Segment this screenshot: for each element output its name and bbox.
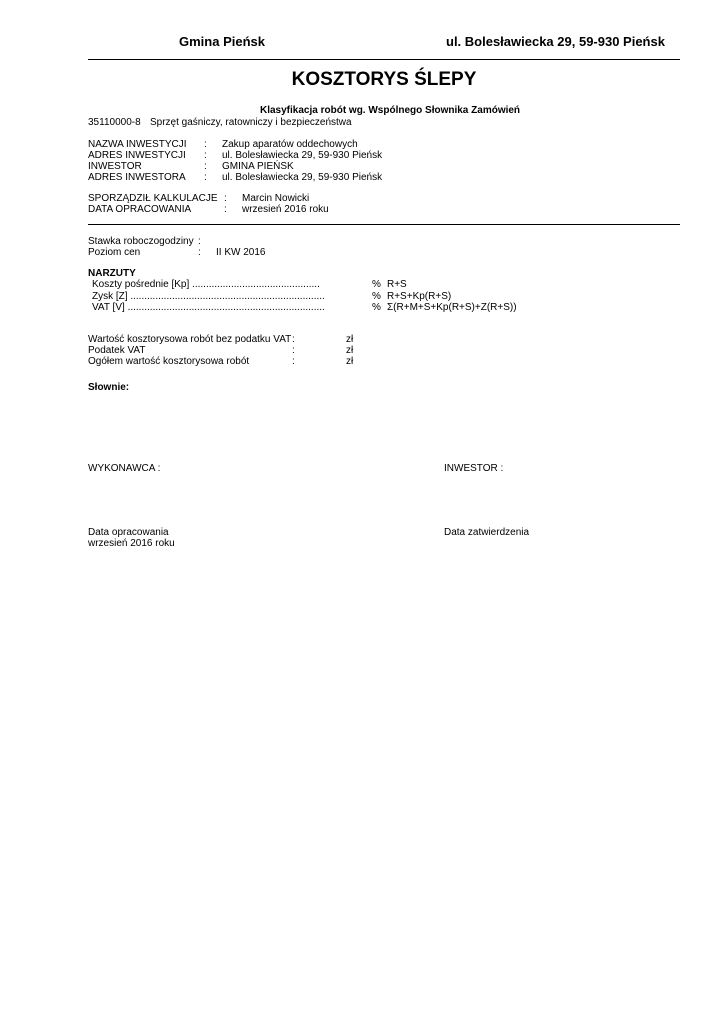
investment-address-sep: :	[204, 150, 207, 161]
header-rule	[88, 59, 680, 60]
vat-tax-unit: zł	[346, 345, 354, 356]
investor-value: GMINA PIEŃSK	[222, 161, 294, 172]
prepared-by-value: Marcin Nowicki	[242, 193, 310, 204]
vat-tax-sep: :	[292, 345, 295, 356]
investment-name-label: NAZWA INWESTYCJI	[88, 139, 187, 150]
prepared-by-sep: :	[224, 193, 227, 204]
price-level-label: Poziom cen	[88, 247, 141, 258]
vat-label: VAT [V] .......................................................................	[92, 302, 325, 313]
hourly-rate-sep: :	[198, 236, 201, 247]
prep-date-label: Data opracowania	[88, 527, 169, 538]
value-total-sep: :	[292, 356, 295, 367]
section-rule	[88, 224, 680, 225]
classification-description: Sprzęt gaśniczy, ratowniczy i bezpieczeństwa	[150, 117, 352, 128]
document-title: KOSZTORYS ŚLEPY	[291, 69, 477, 90]
investor-address-value: ul. Bolesławiecka 29, 59-930 Pieńsk	[222, 172, 383, 183]
investor-address-sep: :	[204, 172, 207, 183]
vat-formula: Σ(R+M+S+Kp(R+S)+Z(R+S))	[387, 302, 517, 313]
classification-code: 35110000-8	[88, 117, 141, 128]
prepared-date-label: DATA OPRACOWANIA	[88, 204, 192, 215]
approval-date-label: Data zatwierdzenia	[444, 527, 530, 538]
surcharges-heading: NARZUTY	[88, 268, 136, 279]
investor-signature-label: INWESTOR :	[444, 463, 504, 474]
profit-formula: R+S+Kp(R+S)	[387, 291, 452, 302]
investment-address-label: ADRES INWESTYCJI	[88, 150, 186, 161]
profit-pct: %	[372, 291, 381, 302]
investor-sep: :	[204, 161, 207, 172]
prepared-date-value: wrzesień 2016 roku	[242, 204, 329, 215]
value-total-label: Ogółem wartość kosztorysowa robót	[88, 356, 250, 367]
price-level-value: II KW 2016	[216, 247, 266, 258]
header-right: ul. Bolesławiecka 29, 59-930 Pieńsk	[446, 34, 665, 49]
classification-heading: Klasyfikacja robót wg. Wspólnego Słownika Zamówień	[260, 105, 521, 116]
value-net-label: Wartość kosztorysowa robót bez podatku VAT	[88, 334, 292, 345]
indirect-costs-pct: %	[372, 279, 381, 290]
prepared-by-label: SPORZĄDZIŁ KALKULACJE	[88, 193, 218, 204]
prep-date-value: wrzesień 2016 roku	[88, 538, 175, 549]
in-words-label: Słownie:	[88, 382, 130, 393]
investor-address-label: ADRES INWESTORA	[88, 172, 186, 183]
value-net-unit: zł	[346, 334, 354, 345]
indirect-costs-label: Koszty pośrednie [Kp] ..............................................	[92, 279, 320, 290]
prepared-date-sep: :	[224, 204, 227, 215]
header-left: Gmina Pieńsk	[179, 34, 265, 49]
investment-address-value: ul. Bolesławiecka 29, 59-930 Pieńsk	[222, 150, 383, 161]
investment-name-value: Zakup aparatów oddechowych	[222, 139, 358, 150]
vat-tax-label: Podatek VAT	[88, 345, 146, 356]
value-net-sep: :	[292, 334, 295, 345]
investor-label: INWESTOR	[88, 161, 142, 172]
indirect-costs-formula: R+S	[387, 279, 407, 290]
price-level-sep: :	[198, 247, 201, 258]
value-total-unit: zł	[346, 356, 354, 367]
vat-pct: %	[372, 302, 381, 313]
hourly-rate-label: Stawka roboczogodziny	[88, 236, 194, 247]
contractor-signature-label: WYKONAWCA :	[88, 463, 161, 474]
investment-name-sep: :	[204, 139, 207, 150]
profit-label: Zysk [Z] ......................................................................	[92, 291, 325, 302]
